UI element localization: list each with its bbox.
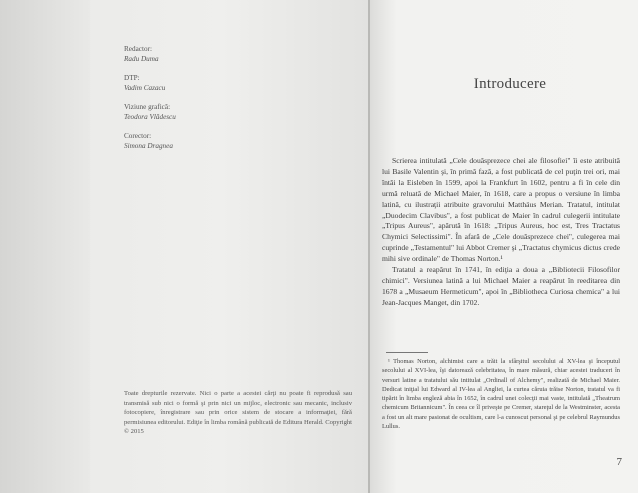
paragraph: Tratatul a reapărut în 1741, în ediţia a doua a „Bibliotecii Filosofilor chimici". Versiunea latină a lui Michael Maier a reapărut în reeditarea din 1678 a „Musaeum Hermeticum", apoi în „Bibliotheca Curiosa chemica" a lui Jean-Jacques Manget, din 1702. [382, 265, 620, 307]
credit-name: Teodora Vlădescu [124, 113, 176, 121]
credit-name: Simona Dragnea [124, 142, 173, 150]
footnote [382, 357, 620, 431]
credit-proofreader [124, 131, 324, 151]
credit-editor [124, 44, 324, 64]
credit-role: Viziune grafică: [124, 103, 171, 111]
credit-name: Radu Duma [124, 55, 159, 63]
copyright-notice: Toate drepturile rezervate. Nici o parte a acestei cărţi nu poate fi reprodusă sau transmisă sub nici o formă şi prin nici un mijloc, electronic sau mecanic, inclusiv fotocopiere, înregistrare sau prin orice sistem de stocare a informaţiei, fără permisiunea editorului. Ediţie în limba română publicată de Editura Herald. Copyright © 2015 [124, 390, 352, 436]
page-number: 7 [616, 456, 622, 468]
credits-list [124, 44, 324, 160]
credit-role: Redactor: [124, 45, 152, 53]
chapter-title: Introducere [473, 76, 547, 92]
body-text [382, 156, 620, 309]
page-edge-shadow [0, 0, 90, 493]
credit-role: Corector: [124, 132, 152, 140]
credit-graphic [124, 102, 324, 122]
footnote-text: ¹ Thomas Norton, alchimist care a trăit la sfârşitul secolului al XV-lea şi începutul secolului al XVI-lea, îşi datorează celebritatea, în mare măsură, chiar acestei traduceri în versuri latine a tratatului său intitulat „Ordinall of Alchemy", realizată de Michael Maier. Dedicat iniţial lui Edward al IV-lea al Angliei, la curtea căruia trăise Norton, tratatul va fi tipărit în limba engleză abia în 1652, în cadrul unei colecţii mai vaste, intitulată „Theatrum chemicum Britannicum". În ceea ce îl priveşte pe Cremer, stareţul de la Westminster, acesta a fost un alt mare pasionat de ocultism, care l-a cunoscut personal şi pe celebrul Raymundus Lullus. [382, 358, 620, 431]
credit-role: DTP: [124, 74, 140, 82]
paragraph: Scrierea intitulată „Cele douăsprezece chei ale filosofiei" îi este atribuită lui Basile Valentin şi, în primă fază, a fost publicată de cel puţin trei ori, mai întâi la Eisleben în 1599, apoi la Frankfurt în 1602, pentru a fi în cele din urmă reluată de Michael Maier, în 1618, care a propus o versiune în limba latină, cu ilustraţii atribuite gravorului Matthäus Merian. Tratatul, intitulat „Duodecim Clavibus", a fost publicat de Maier în cadrul culegerii intitulate „Tripus Aureus", apărută în 1618: „Tripus Aureus, hoc est, Tres Tractatus Chymici Selectissimi". În afară de „Cele douăsprezece chei", culegerea mai cuprinde „Testamentul" lui Abbot Cremer şi „Tractatus chymicus dictus crede mihi sive ordinale" de Thomas Norton.¹ [382, 156, 620, 264]
credit-dtp [124, 73, 324, 93]
credit-name: Vadim Cazacu [124, 84, 166, 92]
footnote-divider [386, 352, 428, 353]
